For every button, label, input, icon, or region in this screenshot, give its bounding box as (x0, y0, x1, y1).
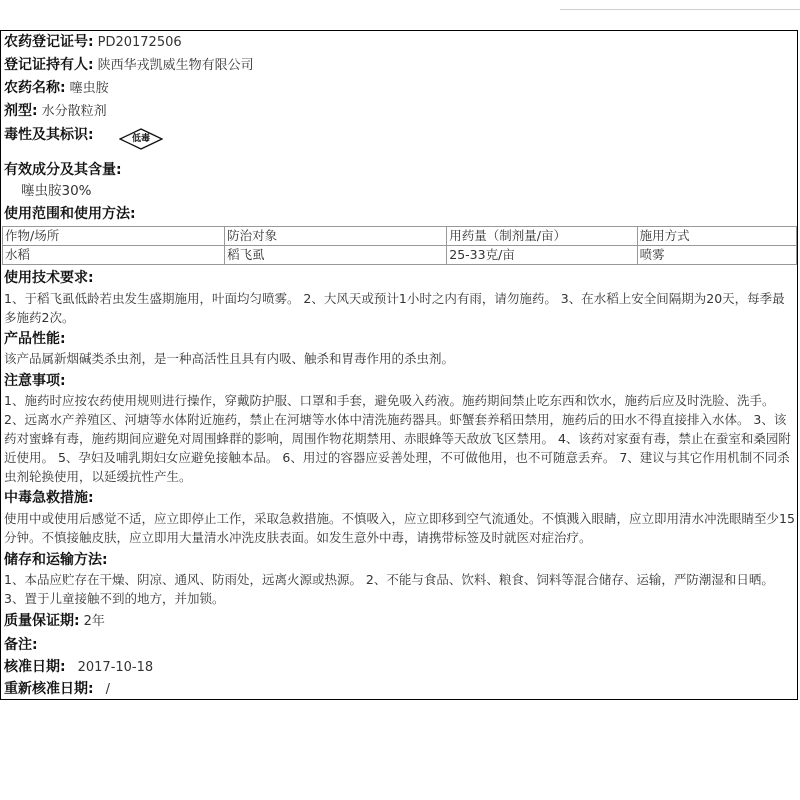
reapproval-date-value: / (105, 682, 110, 697)
table-row (3, 246, 797, 265)
precautions-text: 1、施药时应按农药使用规则进行操作，穿戴防护服、口罩和手套，避免吸入药液。施药期间禁止吃东西和饮水，施药后应及时洗脸、洗手。 2、远离水产养殖区、河塘等水体附近施药，禁止在河塘等水体中清洗施药器具。虾蟹套养稻田禁用，施药后的田水不得直接排入水体。 3、该药对蜜蜂有毒，施药期间应避免对周围蜂群的影响，周围作物花期禁用、赤眼蜂等天敌放飞区禁用。 4、该药对家蚕有毒，禁止在蚕室和桑园附近使用。 5、孕妇及哺乳期妇女应避免接触本品。 6、用过的容器应妥善处理，不可做他用，也不可随意丢弃。 7、建议与其它作用机制不同杀虫剂轮换使用，以延缓抗性产生。 (4, 393, 791, 484)
name-row (4, 79, 794, 98)
ingredient-label: 有效成分及其含量: (4, 162, 122, 178)
shelf-life-label: 质量保证期: (4, 613, 80, 629)
usage-header-cell: 用药量（制剂量/亩） (447, 227, 637, 246)
technique-label: 使用技术要求: (4, 270, 94, 286)
usage-header-cell: 防治对象 (225, 227, 447, 246)
usage-label: 使用范围和使用方法: (4, 206, 136, 222)
usage-cell-method: 喷雾 (637, 246, 796, 265)
usage-cell-target: 稻飞虱 (225, 246, 447, 265)
usage-header-cell: 施用方式 (637, 227, 796, 246)
usage-header-row (3, 227, 797, 246)
reg-no-value: PD20172506 (97, 35, 182, 50)
first-aid-label: 中毒急救措施: (4, 490, 94, 506)
reg-no-label: 农药登记证号: (4, 34, 94, 50)
formulation-label: 剂型: (4, 103, 38, 119)
toxicity-label: 毒性及其标识: (4, 127, 94, 143)
ingredient-value: 噻虫胺30% (21, 183, 92, 199)
approval-date-value: 2017-10-18 (77, 660, 154, 675)
performance-label: 产品性能: (4, 331, 66, 347)
technique-text: 1、于稻飞虱低龄若虫发生盛期施用，叶面均匀喷雾。 2、大风天或预计1小时之内有雨，请勿施药。 3、在水稻上安全间隔期为20天，每季最多施药2次。 (4, 291, 785, 325)
top-divider (560, 0, 800, 10)
approval-date-row (4, 658, 794, 677)
performance-text: 该产品属新烟碱类杀虫剂，是一种高活性且具有内吸、触杀和胃毒作用的杀虫剂。 (4, 351, 455, 366)
toxicity-badge-text: 低毒 (131, 134, 150, 144)
remarks-row (4, 636, 794, 655)
formulation-value: 水分散粒剂 (41, 104, 107, 119)
label-sheet (0, 30, 798, 700)
usage-header-cell: 作物/场所 (3, 227, 225, 246)
holder-label: 登记证持有人: (4, 57, 94, 73)
usage-table (2, 226, 797, 265)
storage-text: 1、本品应贮存在干燥、阴凉、通风、防雨处，远离火源或热源。 2、不能与食品、饮料、粮食、饲料等混合储存、运输，严防潮湿和日晒。 3、置于儿童接触不到的地方，并加锁。 (4, 572, 774, 606)
reapproval-date-row (4, 680, 794, 699)
precautions-label: 注意事项: (4, 373, 66, 389)
usage-cell-dosage: 25-33克/亩 (447, 246, 637, 265)
usage-cell-crop: 水稻 (3, 246, 225, 265)
reg-no-row (4, 33, 794, 52)
name-value: 噻虫胺 (69, 81, 109, 96)
reapproval-date-label: 重新核准日期: (4, 681, 94, 697)
approval-date-label: 核准日期: (4, 659, 66, 675)
shelf-life-row (4, 612, 794, 631)
remarks-label: 备注: (4, 637, 38, 653)
formulation-row (4, 102, 794, 121)
holder-row (4, 56, 794, 75)
diamond-toxicity-icon (119, 128, 163, 150)
shelf-life-value: 2年 (83, 614, 105, 629)
storage-label: 储存和运输方法: (4, 552, 108, 568)
holder-value: 陕西华戎凯威生物有限公司 (97, 58, 254, 73)
ingredient-value-row (21, 182, 794, 201)
name-label: 农药名称: (4, 80, 66, 96)
ingredient-label-row (4, 161, 794, 180)
first-aid-text: 使用中或使用后感觉不适，应立即停止工作，采取急救措施。不慎吸入，应立即移到空气流通处。不慎溅入眼睛，应立即用清水冲洗眼睛至少15分钟。不慎接触皮肤，应立即用大量清水冲洗皮肤表面。如发生意外中毒，请携带标签及时就医对症治疗。 (4, 511, 795, 545)
